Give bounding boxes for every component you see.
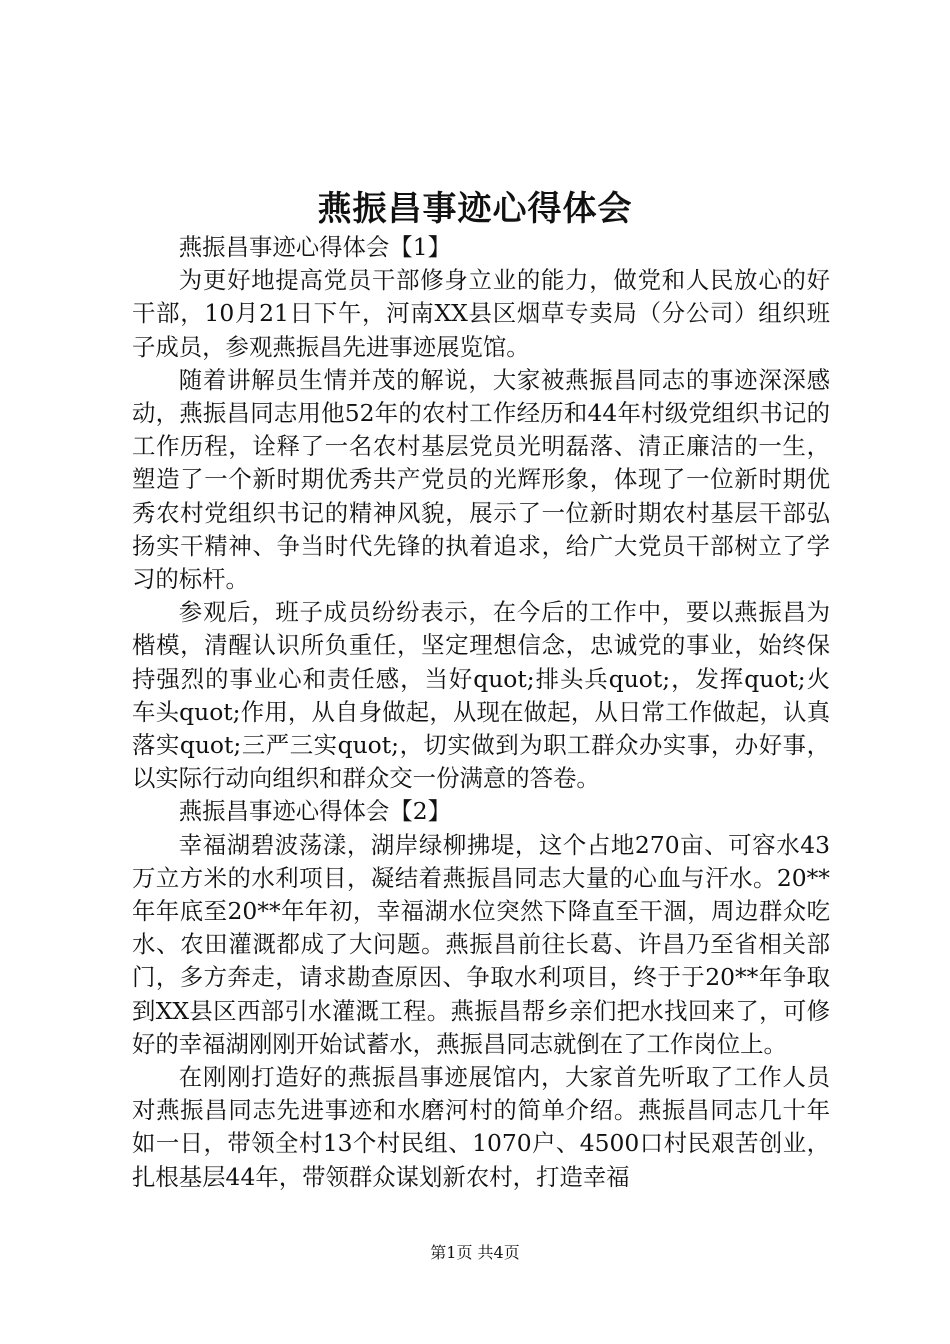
body-paragraph: 随着讲解员生情并茂的解说，大家被燕振昌同志的事迹深深感动，燕振昌同志用他52年的农村工作经历和44年村级党组织书记的工作历程，诠释了一名农村基层党员光明磊落、清正廉洁的一生，塑造了一个新时期优秀共产党员的光辉形象，体现了一位新时期优秀农村党组织书记的精神风貌，展示了一位新时期农村基层干部弘扬实干精神、争当时代先锋的执着追求，给广大党员干部树立了学习的标杆。 (132, 365, 830, 594)
body-paragraph: 在刚刚打造好的燕振昌事迹展馆内，大家首先听取了工作人员对燕振昌同志先进事迹和水磨河村的简单介绍。燕振昌同志几十年如一日，带领全村13个村民组、1070户、4500口村民艰苦创业，扎根基层44年，带领群众谋划新农村，打造幸福 (132, 1063, 830, 1191)
page-footer: 第1页 共4页 (430, 1243, 520, 1262)
section-heading-1: 燕振昌事迹心得体会【1】 (178, 233, 451, 261)
body-paragraph: 幸福湖碧波荡漾，湖岸绿柳拂堤，这个占地270亩、可容水43万立方米的水利项目，凝结着燕振昌同志大量的心血与汗水。20**年年底至20**年年初，幸福湖水位突然下降直至干涸，周边群众吃水、农田灌溉都成了大问题。燕振昌前往长葛、许昌乃至省相关部门，多方奔走，请求勘查原因、争取水利项目，终于于20**年争取到XX县区西部引水灌溉工程。燕振昌帮乡亲们把水找回来了，可修好的幸福湖刚刚开始试蓄水，燕振昌同志就倒在了工作岗位上。 (132, 830, 830, 1058)
document-body (132, 231, 830, 1194)
document-title: 燕振昌事迹心得体会 (317, 189, 633, 229)
body-paragraph: 参观后，班子成员纷纷表示，在今后的工作中，要以燕振昌为楷模，清醒认识所负重任，坚定理想信念，忠诚党的事业，始终保持强烈的事业心和责任感，当好quot;排头兵quot;，发挥quot;火车头quot;作用，从自身做起，从现在做起，从日常工作做起，认真落实quot;三严三实quot;，切实做到为职工群众办实事，办好事，以实际行动向组织和群众交一份满意的答卷。 (132, 598, 830, 793)
body-paragraph: 为更好地提高党员干部修身立业的能力，做党和人民放心的好干部，10月21日下午，河南XX县区烟草专卖局（分公司）组织班子成员，参观燕振昌先进事迹展览馆。 (132, 266, 830, 361)
section-heading-2: 燕振昌事迹心得体会【2】 (178, 797, 451, 826)
